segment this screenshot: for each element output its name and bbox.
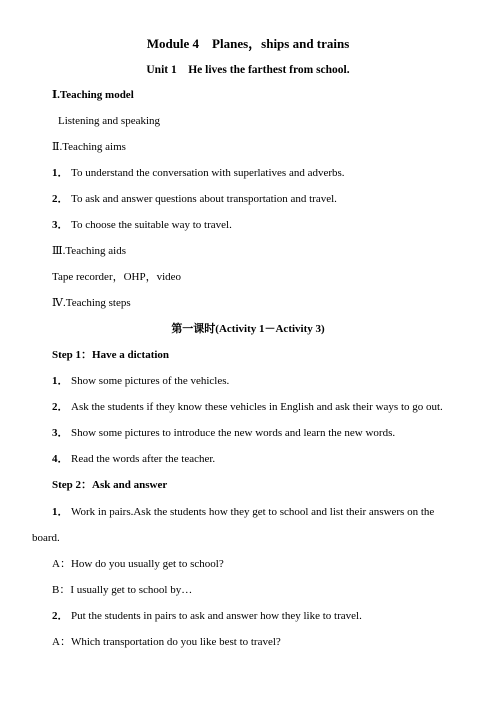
step1-item bbox=[52, 374, 229, 388]
lesson-title: 第一课时(Activity 1－Activity 3) bbox=[171, 323, 325, 335]
doc-title: Module 4 Planes，ships and trains bbox=[146, 36, 350, 51]
teaching-model-text: Listening and speaking bbox=[58, 115, 161, 127]
step-number: 4． bbox=[52, 453, 69, 465]
teaching-aids-text: Tape recorder，OHP，video bbox=[52, 271, 182, 283]
section-heading-teaching-aims: Ⅱ.Teaching aims bbox=[52, 141, 126, 153]
step2-item bbox=[52, 609, 362, 623]
step-text: Work in pairs.Ask the students how they get to school and list their answers on the bbox=[71, 506, 435, 518]
step-text: Put the students in pairs to ask and answer how they like to travel. bbox=[71, 610, 362, 622]
step-text: Show some pictures of the vehicles. bbox=[71, 375, 230, 387]
aim-text: To understand the conversation with superlatives and adverbs. bbox=[71, 167, 345, 179]
aim-item bbox=[52, 166, 345, 180]
step-number: 1． bbox=[52, 375, 69, 387]
step2-item-continuation: board. bbox=[32, 532, 60, 544]
step1-item bbox=[52, 426, 395, 440]
step-number: 2． bbox=[52, 610, 69, 622]
dialog-line: A：Which transportation do you like best to travel? bbox=[52, 636, 281, 648]
aim-number: 1． bbox=[52, 167, 69, 179]
aim-item bbox=[52, 218, 232, 232]
unit-title: Unit 1 He lives the farthest from school. bbox=[146, 64, 350, 76]
aim-number: 2． bbox=[52, 193, 69, 205]
aim-item bbox=[52, 192, 337, 206]
step-text: Ask the students if they know these vehicles in English and ask their ways to go out. bbox=[71, 401, 443, 413]
aim-text: To ask and answer questions about transportation and travel. bbox=[71, 193, 337, 205]
step-number: 1． bbox=[52, 506, 69, 518]
aim-text: To choose the suitable way to travel. bbox=[71, 219, 232, 231]
section-heading-teaching-aids: Ⅲ.Teaching aids bbox=[52, 245, 126, 257]
step-text: Read the words after the teacher. bbox=[71, 453, 216, 465]
section-heading-teaching-model: Ⅰ.Teaching model bbox=[52, 89, 134, 101]
aim-number: 3． bbox=[52, 219, 69, 231]
dialog-line: B：I usually get to school by… bbox=[52, 584, 193, 596]
step-text: Show some pictures to introduce the new words and learn the new words. bbox=[71, 427, 396, 439]
step2-heading: Step 2：Ask and answer bbox=[52, 479, 168, 491]
step1-item bbox=[52, 452, 215, 466]
step2-item bbox=[52, 505, 434, 519]
step1-item bbox=[52, 400, 443, 414]
dialog-line: A：How do you usually get to school? bbox=[52, 558, 224, 570]
step-number: 3． bbox=[52, 427, 69, 439]
section-heading-teaching-steps: Ⅳ.Teaching steps bbox=[52, 297, 131, 309]
step-number: 2． bbox=[52, 401, 69, 413]
step1-heading: Step 1：Have a dictation bbox=[52, 349, 170, 361]
